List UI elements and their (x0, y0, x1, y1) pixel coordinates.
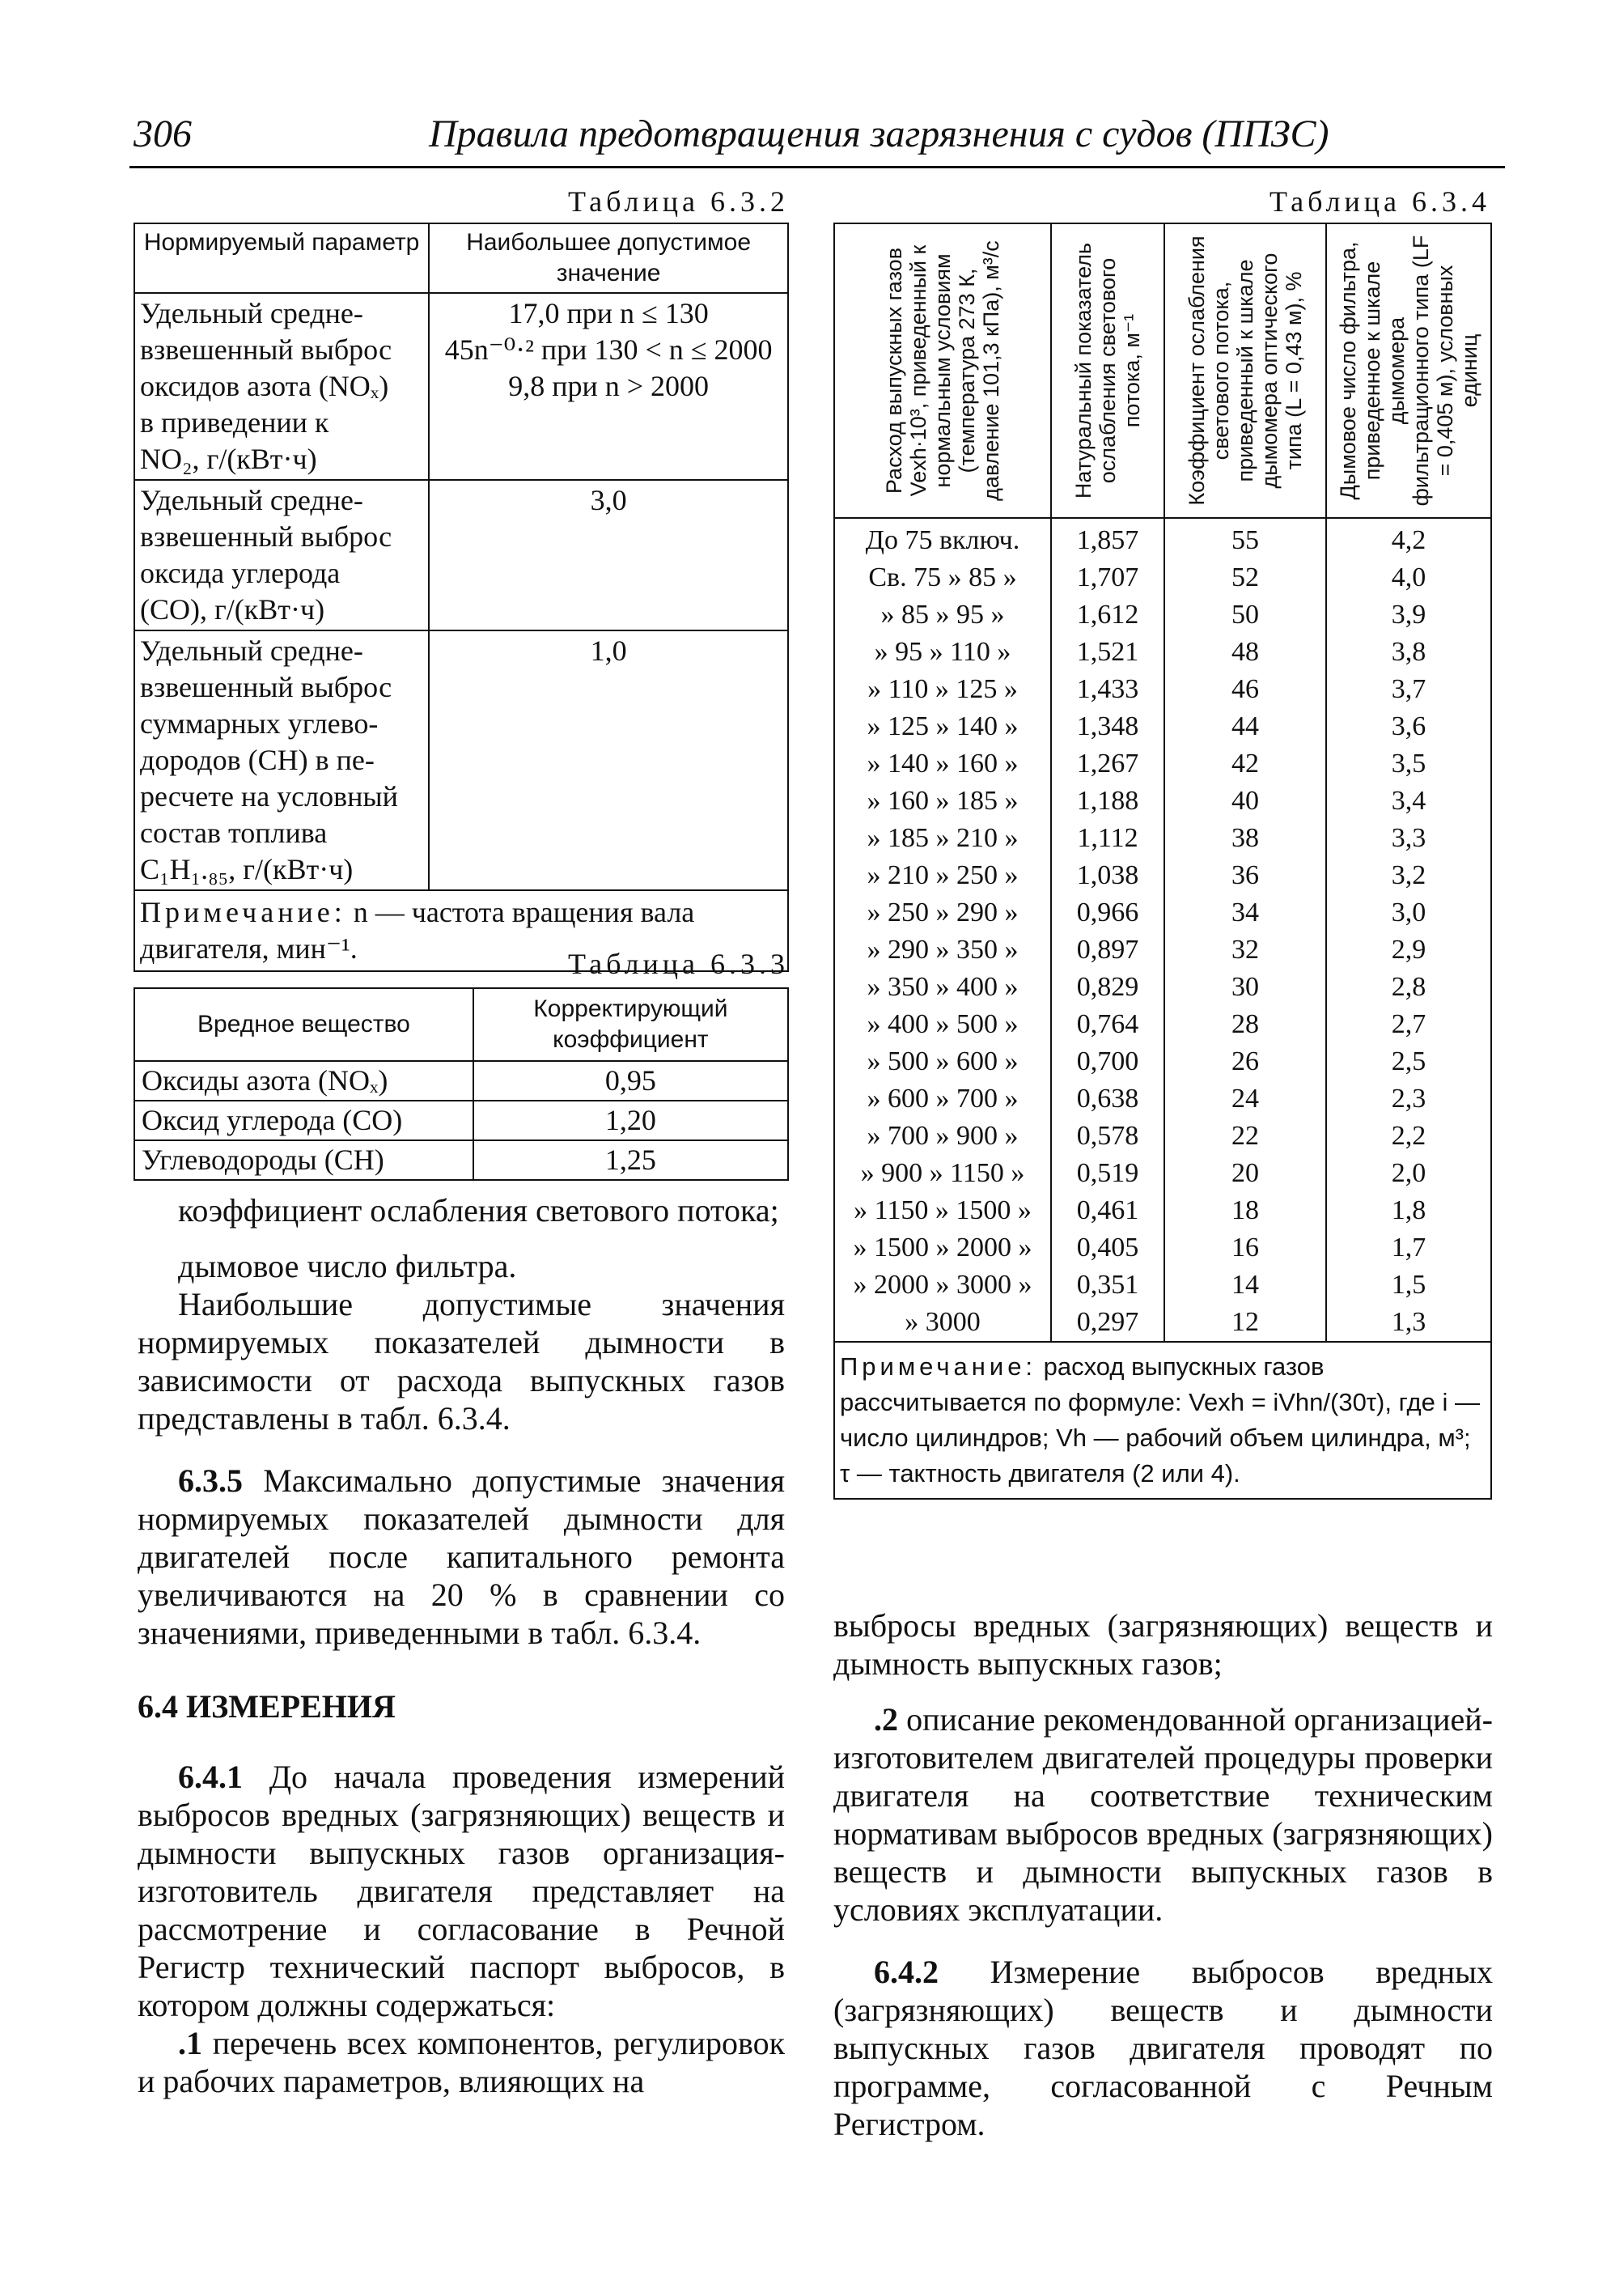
coef-cell: 24 (1164, 1080, 1326, 1118)
table-row (834, 745, 1491, 783)
coef-cell: 34 (1164, 894, 1326, 932)
coef-cell: 42 (1164, 745, 1326, 783)
flow-cell: » 185 » 210 » (834, 820, 1051, 857)
flow-cell: » 2000 » 3000 » (834, 1267, 1051, 1304)
table-row (834, 783, 1491, 820)
table-row (834, 1267, 1491, 1304)
flow-cell: » 700 » 900 » (834, 1118, 1051, 1155)
flow-cell: » 140 » 160 » (834, 745, 1051, 783)
coef-cell: 50 (1164, 596, 1326, 634)
table-634-header-natural: Натуральный показатель ослабления светового потока, м⁻¹ (1051, 223, 1164, 518)
natural-cell: 0,966 (1051, 894, 1164, 932)
coef-cell: 40 (1164, 783, 1326, 820)
coef-cell: 1,20 (473, 1101, 788, 1140)
coef-cell: 55 (1164, 518, 1326, 559)
table-634-caption: Таблица 6.3.4 (1269, 185, 1490, 218)
table-633-col2-header: Корректирующий коэффициент (473, 988, 788, 1061)
coef-cell: 46 (1164, 671, 1326, 708)
natural-cell: 0,297 (1051, 1304, 1164, 1342)
coef-cell: 20 (1164, 1155, 1326, 1192)
natural-cell: 0,700 (1051, 1043, 1164, 1080)
natural-cell: 0,764 (1051, 1006, 1164, 1043)
coef-cell: 30 (1164, 969, 1326, 1006)
table-632-col2-header: Наибольшее допустимое значение (429, 223, 788, 293)
natural-cell: 1,267 (1051, 745, 1164, 783)
natural-cell: 0,638 (1051, 1080, 1164, 1118)
header-rule (129, 166, 1505, 168)
flow-cell: » 3000 (834, 1304, 1051, 1342)
flow-cell: » 210 » 250 » (834, 857, 1051, 894)
substance-cell: Оксиды азота (NOₓ) (134, 1061, 473, 1101)
table-row (834, 820, 1491, 857)
table-row (834, 1229, 1491, 1267)
paragraph: 6.4.1 До начала проведения измерений выбросов вредных (загрязняющих) веществ и дымности выпускных газов организация-изготовитель двигателя представляет на рассмотрение и согласование в Речной Регистр технический паспорт выбросов, в котором должны содержаться: (138, 1759, 785, 2023)
smoke-cell: 3,0 (1326, 894, 1491, 932)
section-heading: 6.4 ИЗМЕРЕНИЯ (138, 1688, 396, 1725)
table-633 (134, 987, 789, 1181)
flow-cell: » 250 » 290 » (834, 894, 1051, 932)
paragraph: Наибольшие допустимые значения нормируемых показателей дымности в зависимости от расхода выпускных газов представлены в табл. 6.3.4. (138, 1286, 785, 1437)
flow-cell: » 500 » 600 » (834, 1043, 1051, 1080)
table-row (834, 559, 1491, 596)
table-632 (134, 223, 789, 972)
table-634-header-smoke: Дымовое число фильтра, приведенное к шкале дымомера фильтрационного типа (LF = 0,405 м), условных единиц (1326, 223, 1491, 518)
flow-cell: » 1150 » 1500 » (834, 1192, 1051, 1229)
coef-cell: 26 (1164, 1043, 1326, 1080)
table-row (834, 1192, 1491, 1229)
table-634-header-coef: Коэффициент ослабления светового потока, приведенный к шкале дымомера оптического типа (L = 0,43 м), % (1164, 223, 1326, 518)
natural-cell: 1,707 (1051, 559, 1164, 596)
natural-cell: 0,519 (1051, 1155, 1164, 1192)
natural-cell: 1,857 (1051, 518, 1164, 559)
natural-cell: 0,405 (1051, 1229, 1164, 1267)
table-row (834, 518, 1491, 559)
smoke-cell: 1,8 (1326, 1192, 1491, 1229)
smoke-cell: 3,5 (1326, 745, 1491, 783)
paragraph: 6.3.5 Максимально допустимые значения нормируемых показателей дымности для двигателей после капитального ремонта увеличиваются на 20 % в сравнении со значениями, приведенными в табл. 6.3.4. (138, 1462, 786, 1651)
left-column-text (138, 1191, 785, 2100)
smoke-cell: 1,3 (1326, 1304, 1491, 1342)
table-row (834, 1006, 1491, 1043)
natural-cell: 1,348 (1051, 708, 1164, 745)
flow-cell: » 900 » 1150 » (834, 1155, 1051, 1192)
paragraph: дымовое число фильтра. (178, 1248, 517, 1284)
value-cell: 1,0 (429, 630, 788, 890)
smoke-cell: 1,5 (1326, 1267, 1491, 1304)
note-text: n — частота вращения вала двигателя, мин⁻¹. (140, 896, 695, 965)
smoke-cell: 3,2 (1326, 857, 1491, 894)
running-title: Правила предотвращения загрязнения с судов (ППЗС) (429, 112, 1329, 155)
table-row (134, 1101, 788, 1140)
note-label: Примечание: (840, 1352, 1037, 1381)
table-row (834, 596, 1491, 634)
coef-cell: 0,95 (473, 1061, 788, 1101)
coef-cell: 38 (1164, 820, 1326, 857)
flow-cell: » 400 » 500 » (834, 1006, 1051, 1043)
table-row (134, 1140, 788, 1180)
smoke-cell: 4,0 (1326, 559, 1491, 596)
natural-cell: 1,612 (1051, 596, 1164, 634)
smoke-cell: 3,6 (1326, 708, 1491, 745)
smoke-cell: 4,2 (1326, 518, 1491, 559)
table-row (134, 1061, 788, 1101)
table-row (834, 708, 1491, 745)
natural-cell: 0,461 (1051, 1192, 1164, 1229)
flow-cell: » 85 » 95 » (834, 596, 1051, 634)
paragraph: .2 описание рекомендованной организацией-изготовителем двигателей процедуры проверки двигателя на соответствие техническим нормативам выбросов вредных (загрязняющих) веществ и дымности выпускных газов в условиях эксплуатации. (833, 1701, 1494, 1928)
table-633-col1-header: Вредное вещество (134, 988, 473, 1061)
coef-cell: 14 (1164, 1267, 1326, 1304)
table-row (834, 894, 1491, 932)
flow-cell: » 290 » 350 » (834, 932, 1051, 969)
flow-cell: » 600 » 700 » (834, 1080, 1051, 1118)
flow-cell: Св. 75 » 85 » (834, 559, 1051, 596)
smoke-cell: 2,5 (1326, 1043, 1491, 1080)
param-cell: Удельный средне- взвешенный выброс оксидов азота (NOₓ) в приведении к NO₂, г/(кВт·ч) (134, 293, 429, 480)
coef-cell: 36 (1164, 857, 1326, 894)
smoke-cell: 2,7 (1326, 1006, 1491, 1043)
table-row (834, 1304, 1491, 1342)
smoke-cell: 2,2 (1326, 1118, 1491, 1155)
coef-cell: 18 (1164, 1192, 1326, 1229)
flow-cell: » 110 » 125 » (834, 671, 1051, 708)
flow-cell: » 95 » 110 » (834, 634, 1051, 671)
table-row (834, 1043, 1491, 1080)
coef-cell: 1,25 (473, 1140, 788, 1180)
table-row (834, 1118, 1491, 1155)
smoke-cell: 2,9 (1326, 932, 1491, 969)
smoke-cell: 3,8 (1326, 634, 1491, 671)
table-632-caption: Таблица 6.3.2 (568, 185, 789, 218)
flow-cell: » 350 » 400 » (834, 969, 1051, 1006)
substance-cell: Углеводороды (CH) (134, 1140, 473, 1180)
natural-cell: 0,897 (1051, 932, 1164, 969)
smoke-cell: 1,7 (1326, 1229, 1491, 1267)
coef-cell: 44 (1164, 708, 1326, 745)
coef-cell: 52 (1164, 559, 1326, 596)
smoke-cell: 2,3 (1326, 1080, 1491, 1118)
page-number: 306 (134, 112, 192, 155)
paragraph: выбросы вредных (загрязняющих) веществ и дымность выпускных газов; (833, 1607, 1493, 1682)
table-row (834, 1155, 1491, 1192)
natural-cell: 1,038 (1051, 857, 1164, 894)
table-634 (833, 223, 1492, 1500)
note-label: Примечание: (140, 896, 346, 928)
coef-cell: 48 (1164, 634, 1326, 671)
table-row (834, 857, 1491, 894)
smoke-cell: 2,0 (1326, 1155, 1491, 1192)
note-text: расход выпускных газов рассчитывается по формуле: Vexh = iVhn/(30τ), где i — число цилиндров; Vh — рабочий объем цилиндра, м³; τ — тактность двигателя (2 или 4). (840, 1352, 1480, 1488)
paragraph: коэффициент ослабления светового потока; (178, 1192, 779, 1229)
paragraph: .1 перечень всех компонентов, регулировок и рабочих параметров, влияющих на (138, 2025, 786, 2099)
smoke-cell: 2,8 (1326, 969, 1491, 1006)
coef-cell: 16 (1164, 1229, 1326, 1267)
flow-cell: » 1500 » 2000 » (834, 1229, 1051, 1267)
param-cell: Удельный средне- взвешенный выброс оксида углерода (CO), г/(кВт·ч) (134, 480, 429, 630)
coef-cell: 12 (1164, 1304, 1326, 1342)
right-column-text (833, 1606, 1493, 2143)
param-cell: Удельный средне- взвешенный выброс суммарных углево- дородов (CH) в пе- ресчете на условный состав топлива C₁H₁.₈₅, г/(кВт·ч) (134, 630, 429, 890)
table-632-col1-header: Нормируемый параметр (134, 223, 429, 293)
table-row (834, 969, 1491, 1006)
clause-number: 6.4.2 (874, 1954, 939, 1990)
table-634-header-flow: Расход выпускных газов Vexh·10³, приведенный к нормальным условиям (температура 273 К, давление 101,3 кПа), м³/с (834, 223, 1051, 518)
clause-number: .1 (178, 2025, 202, 2061)
coef-cell: 32 (1164, 932, 1326, 969)
natural-cell: 1,112 (1051, 820, 1164, 857)
natural-cell: 0,829 (1051, 969, 1164, 1006)
coef-cell: 22 (1164, 1118, 1326, 1155)
value-cell: 17,0 при n ≤ 130 45n⁻⁰·² при 130 < n ≤ 2000 9,8 при n > 2000 (429, 293, 788, 480)
value-cell: 3,0 (429, 480, 788, 630)
table-633-caption: Таблица 6.3.3 (568, 948, 789, 980)
coef-cell: 28 (1164, 1006, 1326, 1043)
natural-cell: 0,351 (1051, 1267, 1164, 1304)
natural-cell: 1,433 (1051, 671, 1164, 708)
table-row (834, 671, 1491, 708)
table-row (134, 480, 788, 630)
natural-cell: 1,521 (1051, 634, 1164, 671)
smoke-cell: 3,7 (1326, 671, 1491, 708)
clause-number: .2 (874, 1701, 898, 1738)
table-row (834, 1080, 1491, 1118)
table-row (834, 634, 1491, 671)
smoke-cell: 3,4 (1326, 783, 1491, 820)
flow-cell: » 160 » 185 » (834, 783, 1051, 820)
clause-number: 6.3.5 (178, 1462, 243, 1499)
paragraph: 6.4.2 Измерение выбросов вредных (загрязняющих) веществ и дымности выпускных газов двигателя проводят по программе, согласованной с Речным Регистром. (833, 1954, 1493, 2142)
table-634-note (834, 1342, 1491, 1499)
substance-cell: Оксид углерода (CO) (134, 1101, 473, 1140)
table-row (134, 293, 788, 480)
natural-cell: 0,578 (1051, 1118, 1164, 1155)
natural-cell: 1,188 (1051, 783, 1164, 820)
smoke-cell: 3,3 (1326, 820, 1491, 857)
table-row (834, 932, 1491, 969)
flow-cell: До 75 включ. (834, 518, 1051, 559)
smoke-cell: 3,9 (1326, 596, 1491, 634)
clause-number: 6.4.1 (178, 1759, 243, 1795)
flow-cell: » 125 » 140 » (834, 708, 1051, 745)
table-row (134, 630, 788, 890)
